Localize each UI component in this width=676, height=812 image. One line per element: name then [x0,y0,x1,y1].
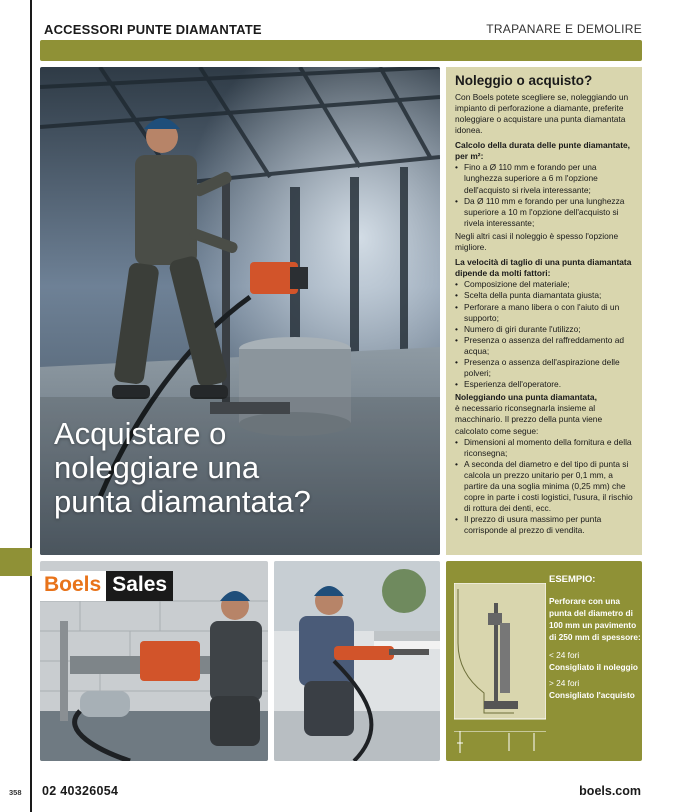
list-item: • Scelta della punta diamantata giusta; [455,290,634,301]
drill-diagram [454,583,546,755]
list-item: • Presenza o assenza del raffreddamento ad acqua; [455,335,634,357]
info-title: Noleggio o acquisto? [455,73,593,88]
photo-illustration [274,561,440,761]
badge-sales: Sales [106,571,173,601]
hero-caption [54,417,434,519]
boels-sales-badge [40,571,173,601]
example-text [549,573,641,701]
list-item: • Numero di giri durante l'utilizzo; [455,324,634,335]
footer-phone[interactable]: 02 40326054 [42,784,119,798]
info-intro: Con Boels potete scegliere se, noleggiando un impianto di perforazione a diamante, preferite noleggiare o acquistare una punta diamantata idonea. [455,91,629,136]
list-item: • Composizione del materiale; [455,279,634,290]
example-line-3: > 24 fori [549,677,580,688]
example-line-4: Consigliato l'acquisto [549,689,635,700]
list-item: • A seconda del diametro e del tipo di punta si calcola un prezzo unitario per 0,1 mm, a partire da una soglia minima (0,25 mm) che copre in parte i costi logistici, l'usura, il rischio di rottura dei denti, ecc. [455,459,634,514]
example-description: Perforare con una punta del diametro di 100 mm un pavimento di 250 mm di spessore: [549,595,641,642]
speed-heading: La velocità di taglio di una punta diamantata dipende da molti fattori: [455,257,632,279]
hero-caption-line: punta diamantata? [54,484,311,520]
list-item: • Fino a Ø 110 mm e forando per una lunghezza superiore a 6 m l'opzione dell'acquisto si rivela interessante; [455,162,634,195]
duration-note: Negli altri casi il noleggio è spesso l'opzione migliore. [455,230,619,253]
list-item: • Presenza o assenza dell'aspirazione delle polveri; [455,357,634,379]
header-bar [40,40,642,61]
photo-drilling-floor [274,561,440,761]
speed-list [455,279,634,390]
rent-heading: Noleggiando una punta diamantata, [455,392,597,403]
hero-photo [40,67,440,555]
hero-caption-line: noleggiare una [54,450,260,486]
example-line-2: Consigliato il noleggio [549,661,638,672]
footer-website-link[interactable]: boels.com [579,784,641,798]
duration-list [455,162,634,229]
duration-heading: Calcolo della durata delle punte diamantate, per m²: [455,140,630,162]
page-title: ACCESSORI PUNTE DIAMANTATE [44,22,262,37]
hero-caption-line: Acquistare o [54,416,227,451]
list-item: • Esperienza dell'operatore. [455,379,634,390]
page-edge-line [30,0,32,812]
example-line-1: < 24 fori [549,649,580,660]
badge-boels: Boels [40,571,106,601]
example-title: ESEMPIO: [549,574,596,585]
info-panel [446,67,642,555]
list-item: • Il prezzo di usura massimo per punta corrisponde al prezzo di vendita. [455,514,634,536]
section-title: TRAPANARE E DEMOLIRE [486,22,642,36]
rent-intro: è necessario riconsegnarla insieme al macchinario. Il prezzo della punta viene calcolato come segue: [455,403,603,436]
page-number: 358 [9,788,22,797]
rent-list [455,437,634,537]
chapter-tab [0,548,32,576]
list-item: • Perforare a mano libera o con l'aiuto di un supporto; [455,302,634,324]
list-item: • Dimensioni al momento della fornitura e della riconsegna; [455,437,634,459]
example-panel [446,561,642,761]
list-item: • Da Ø 110 mm e forando per una lunghezza superiore a 10 m l'opzione dell'acquisto si rivela interessante; [455,196,634,229]
